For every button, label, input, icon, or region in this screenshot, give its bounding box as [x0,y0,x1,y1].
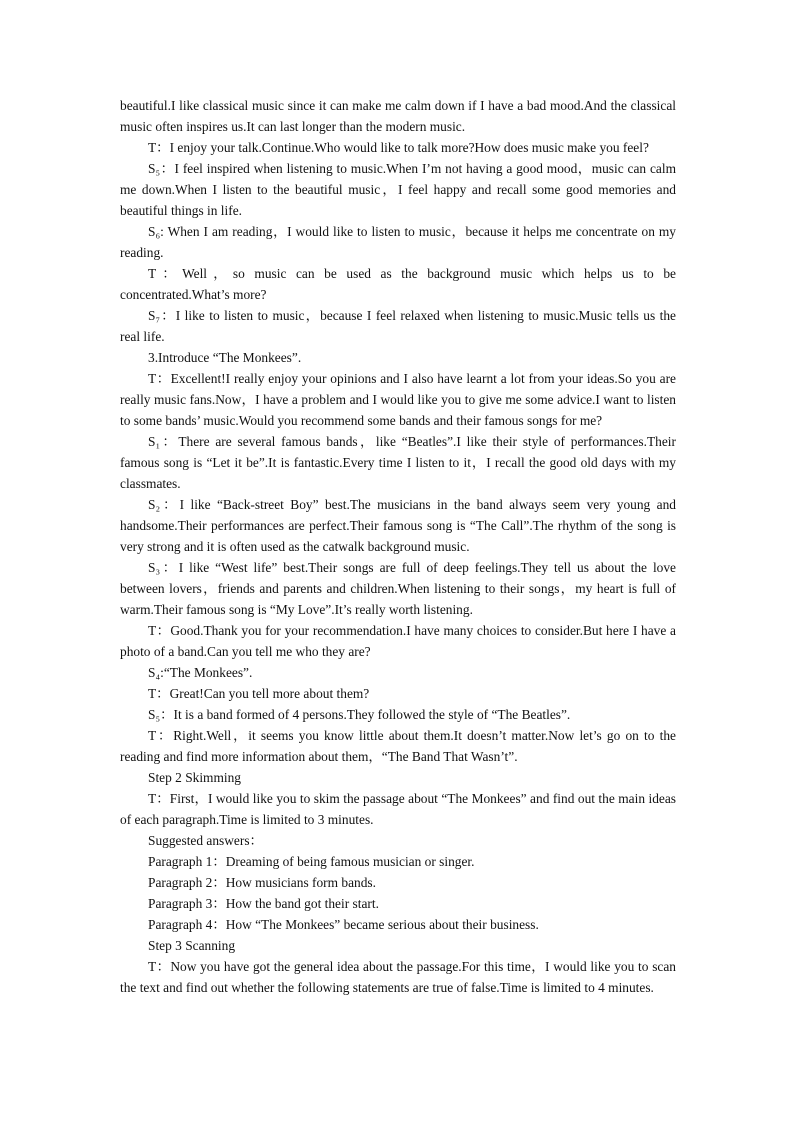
answers-heading: Suggested answers： [148,833,263,848]
dialogue-teacher: T：I enjoy your talk.Continue.Who would like to talk more?How does music make you feel? [148,140,649,155]
dialogue-student: S₂：I like “Back-street Boy” best.The musicians in the band always seem very young and handsome.Their performances are perfect.Their famous song is “The Call”.The rhythm of the song is very strong and it is often used as the catwalk background music. [120,497,676,554]
step-heading: Step 3 Scanning [148,938,236,953]
dialogue-teacher: T：Now you have got the general idea about the passage.For this time，I would like you to scan the text and find out whether the following statements are true of false.Time is limited to 4 minutes. [120,959,676,995]
dialogue-student: S₅：I feel inspired when listening to music.When I’m not having a good mood，music can calm me down.When I listen to the beautiful music，I feel happy and recall some good memories and beautiful things in life. [120,161,676,218]
dialogue-teacher: T：First，I would like you to skim the passage about “The Monkees” and find out the main ideas of each paragraph.Time is limited to 3 minutes. [120,791,676,827]
dialogue-teacher: T：Excellent!I really enjoy your opinions and I also have learnt a lot from your ideas.So you are really music fans.Now，I have a problem and I would like you to give me some advice.I want to listen to some bands’ music.Would you recommend some bands and their famous songs for me? [120,371,676,428]
step-heading: Step 2 Skimming [148,770,242,785]
dialogue-student: S₄:“The Monkees”. [148,665,253,680]
dialogue-student: S₆: When I am reading，I would like to listen to music，because it helps me concentrate on my reading. [120,224,676,260]
answer-item: Paragraph 4：How “The Monkees” became serious about their business. [148,917,539,932]
dialogue-teacher: T：Great!Can you tell more about them? [148,686,370,701]
dialogue-teacher: T：Right.Well，it seems you know little about them.It doesn’t matter.Now let’s go on to the reading and find more information about them，“The Band That Wasn’t”. [120,728,676,764]
dialogue-student: S₅：It is a band formed of 4 persons.They followed the style of “The Beatles”. [148,707,571,722]
dialogue-student: S₇：I like to listen to music，because I feel relaxed when listening to music.Music tells us the real life. [120,308,676,344]
section-heading: 3.Introduce “The Monkees”. [148,350,302,365]
answer-item: Paragraph 3：How the band got their start. [148,896,379,911]
dialogue-student: S₃：I like “West life” best.Their songs are full of deep feelings.They tell us about the love between lovers，friends and parents and children.When listening to their songs，my heart is full of warm.Their famous song is “My Love”.It’s really worth listening. [120,560,676,617]
answer-item: Paragraph 1：Dreaming of being famous musician or singer. [148,854,475,869]
dialogue-teacher: T：Good.Thank you for your recommendation.I have many choices to consider.But here I have a photo of a band.Can you tell me who they are? [120,623,676,659]
paragraph-continuation: beautiful.I like classical music since it can make me calm down if I have a bad mood.And the classical music often inspires us.It can last longer than the modern music. [120,98,676,134]
document-page [120,95,676,998]
dialogue-student: S₁：There are several famous bands，like “Beatles”.I like their style of performances.Their famous song is “Let it be”.It is fantastic.Every time I listen to it，I recall the good old days with my classmates. [120,434,676,491]
dialogue-teacher: T：Well，so music can be used as the background music which helps us to be concentrated.What’s more? [120,266,676,302]
answer-item: Paragraph 2：How musicians form bands. [148,875,376,890]
